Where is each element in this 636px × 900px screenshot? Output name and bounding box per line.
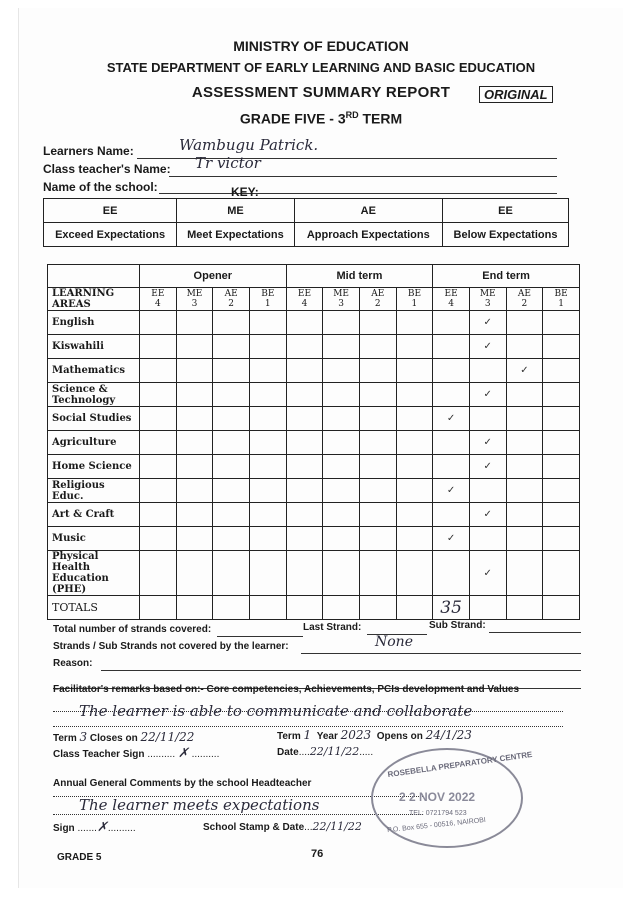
grid-cell	[249, 551, 286, 596]
table-row	[48, 455, 580, 479]
grid-cell	[286, 359, 323, 383]
grid-cell	[396, 383, 433, 407]
group-endterm: End term	[433, 265, 580, 288]
learning-area-name: Science & Technology	[48, 383, 140, 407]
level-header: AE 2	[506, 288, 543, 311]
key-title: KEY:	[231, 185, 259, 199]
grid-cell	[433, 311, 470, 335]
term-opens-row: Term 1 Year 2023 Opens on 24/1/23	[277, 728, 472, 742]
grid-cell	[433, 503, 470, 527]
grid-cell	[396, 407, 433, 431]
grid-cell	[213, 503, 250, 527]
grid-cell	[140, 383, 177, 407]
tick-mark: ✓	[469, 335, 506, 359]
key-code: EE	[442, 199, 568, 223]
grid-cell	[249, 311, 286, 335]
grid-cell	[249, 335, 286, 359]
grid-cell	[176, 359, 213, 383]
learning-area-name: Physical Health Education (PHE)	[48, 551, 140, 596]
grid-cell	[286, 455, 323, 479]
grid-cell	[286, 551, 323, 596]
grid-cell	[359, 311, 396, 335]
grid-cell	[286, 596, 323, 620]
level-header: BE 1	[396, 288, 433, 311]
key-code: ME	[177, 199, 294, 223]
grid-cell	[176, 551, 213, 596]
level-header: AE 2	[359, 288, 396, 311]
learning-area-name: English	[48, 311, 140, 335]
grid-cell	[543, 527, 580, 551]
stamp-date: 2 2 NOV 2022	[399, 790, 476, 804]
grid-cell	[543, 431, 580, 455]
grid-cell	[286, 479, 323, 503]
grid-cell	[213, 359, 250, 383]
tick-mark: ✓	[433, 479, 470, 503]
tick-mark: ✓	[469, 551, 506, 596]
table-row	[48, 503, 580, 527]
grid-cell	[140, 311, 177, 335]
assessment-grid	[47, 264, 580, 620]
tick-mark: ✓	[506, 359, 543, 383]
grid-cell	[543, 407, 580, 431]
grid-cell	[359, 407, 396, 431]
grid-cell	[469, 479, 506, 503]
grid-cell	[286, 527, 323, 551]
school-name-label: Name of the school:	[43, 180, 158, 194]
grid-cell	[543, 359, 580, 383]
grid-cell	[249, 596, 286, 620]
grid-cell	[286, 407, 323, 431]
grid-cell	[176, 407, 213, 431]
grid-cell	[176, 503, 213, 527]
footer-grade: GRADE 5	[57, 852, 102, 863]
grid-cell	[176, 527, 213, 551]
grid-cell	[396, 551, 433, 596]
footer-page-number: 76	[311, 848, 324, 860]
grid-cell	[213, 407, 250, 431]
grid-cell	[213, 527, 250, 551]
grid-cell	[213, 431, 250, 455]
learning-area-name: Home Science	[48, 455, 140, 479]
grid-cell	[323, 335, 360, 359]
grid-cell	[359, 455, 396, 479]
grid-cell	[286, 431, 323, 455]
grid-cell	[359, 479, 396, 503]
grid-cell	[249, 431, 286, 455]
grid-cell	[359, 596, 396, 620]
key-meaning: Approach Expectations	[294, 223, 442, 247]
grid-cell	[323, 551, 360, 596]
grid-cell	[140, 431, 177, 455]
report-page	[18, 8, 623, 888]
group-midterm: Mid term	[286, 265, 433, 288]
table-row	[48, 359, 580, 383]
grid-cell	[140, 527, 177, 551]
grid-cell	[249, 503, 286, 527]
grid-cell	[323, 503, 360, 527]
grid-cell	[323, 479, 360, 503]
grid-cell	[396, 359, 433, 383]
tick-mark: ✓	[469, 383, 506, 407]
grid-cell	[506, 596, 543, 620]
grid-cell	[396, 479, 433, 503]
learner-name-value: Wambugu Patrick.	[179, 136, 319, 154]
grid-cell	[286, 311, 323, 335]
key-code: EE	[44, 199, 177, 223]
tick-mark: ✓	[433, 407, 470, 431]
grid-cell	[140, 479, 177, 503]
grid-corner	[48, 265, 140, 288]
grid-cell	[323, 596, 360, 620]
grid-cell	[543, 311, 580, 335]
grid-cell	[213, 479, 250, 503]
grid-cell	[249, 479, 286, 503]
key-meaning: Exceed Expectations	[44, 223, 177, 247]
strands-not-covered-value: None	[375, 634, 413, 650]
original-badge: ORIGINAL	[479, 86, 553, 103]
grid-cell	[323, 455, 360, 479]
grid-cell	[469, 359, 506, 383]
strands-not-covered-label: Strands / Sub Strands not covered by the learner:	[53, 641, 289, 652]
grid-cell	[213, 311, 250, 335]
stamp-box: P.O. Box 655 - 00516, NAIROBI	[386, 816, 487, 835]
totals-row	[48, 596, 580, 620]
report-title: ASSESSMENT SUMMARY REPORT	[191, 84, 451, 101]
tick-mark: ✓	[469, 503, 506, 527]
key-code: AE	[294, 199, 442, 223]
level-header: AE 2	[213, 288, 250, 311]
grid-cell	[433, 551, 470, 596]
table-row	[48, 479, 580, 503]
grid-cell	[140, 335, 177, 359]
totals-label: TOTALS	[48, 596, 140, 620]
grid-cell	[176, 479, 213, 503]
grade-term-title: GRADE FIVE - 3RD TERM	[239, 110, 403, 127]
table-row	[48, 311, 580, 335]
level-header: ME 3	[323, 288, 360, 311]
grid-cell	[176, 455, 213, 479]
grid-cell	[469, 596, 506, 620]
grid-cell	[396, 311, 433, 335]
grid-cell	[469, 407, 506, 431]
grid-cell	[396, 335, 433, 359]
key-table	[43, 198, 569, 247]
grid-cell	[249, 359, 286, 383]
class-teacher-date-row: Date....22/11/22.....	[277, 745, 374, 758]
grid-cell	[323, 431, 360, 455]
learning-area-name: Agriculture	[48, 431, 140, 455]
tick-mark: ✓	[433, 527, 470, 551]
grid-cell	[176, 431, 213, 455]
grid-cell	[506, 335, 543, 359]
grid-cell	[506, 311, 543, 335]
school-stamp	[371, 748, 533, 848]
grid-cell	[140, 455, 177, 479]
level-header: EE 4	[140, 288, 177, 311]
grid-cell	[506, 551, 543, 596]
table-row	[48, 527, 580, 551]
grid-cell	[506, 407, 543, 431]
grid-cell	[140, 551, 177, 596]
facilitator-remark: The learner is able to communicate and collaborate	[79, 702, 473, 720]
group-opener: Opener	[140, 265, 287, 288]
grid-cell	[176, 383, 213, 407]
grid-cell	[323, 311, 360, 335]
grid-cell	[213, 335, 250, 359]
table-row	[48, 335, 580, 359]
table-row	[48, 407, 580, 431]
level-header: BE 1	[543, 288, 580, 311]
grid-cell	[396, 596, 433, 620]
grid-cell	[543, 479, 580, 503]
grid-cell	[543, 503, 580, 527]
grid-cell	[359, 503, 396, 527]
grid-cell	[249, 455, 286, 479]
grid-cell	[506, 455, 543, 479]
grid-cell	[543, 383, 580, 407]
grid-cell	[396, 431, 433, 455]
learning-area-name: Kiswahili	[48, 335, 140, 359]
grid-cell	[506, 383, 543, 407]
headteacher-comment: The learner meets expectations	[79, 796, 320, 814]
grid-cell	[249, 527, 286, 551]
facilitator-label: Facilitator's remarks based on:- Core competencies, Achievements, PCIs development and Values	[53, 684, 520, 695]
table-row	[48, 383, 580, 407]
grid-cell	[506, 527, 543, 551]
grid-cell	[396, 527, 433, 551]
grid-cell	[543, 455, 580, 479]
grid-cell	[396, 455, 433, 479]
grid-cell	[433, 431, 470, 455]
grid-cell	[543, 335, 580, 359]
grid-cell	[323, 383, 360, 407]
totals-value: 35	[433, 596, 470, 620]
level-header: ME 3	[176, 288, 213, 311]
grid-cell	[213, 596, 250, 620]
table-row	[48, 431, 580, 455]
grid-cell	[140, 596, 177, 620]
stamp-tel: TEL: 0721794 523	[409, 810, 467, 817]
key-meaning: Meet Expectations	[177, 223, 294, 247]
strands-total-label: Total number of strands covered:	[53, 624, 212, 635]
grid-cell	[140, 503, 177, 527]
grid-cell	[359, 359, 396, 383]
class-teacher-sign-row: Class Teacher Sign .......... ✗ ..........	[53, 746, 220, 761]
grid-cell	[213, 383, 250, 407]
level-header: BE 1	[249, 288, 286, 311]
headteacher-label: Annual General Comments by the school Headteacher	[53, 778, 312, 789]
grid-cell	[140, 407, 177, 431]
grid-cell	[176, 335, 213, 359]
grid-cell	[176, 311, 213, 335]
grid-cell	[213, 551, 250, 596]
grid-cell	[506, 479, 543, 503]
level-header: ME 3	[469, 288, 506, 311]
grid-cell	[396, 503, 433, 527]
grid-cell	[359, 383, 396, 407]
key-meaning: Below Expectations	[442, 223, 568, 247]
grid-cell	[286, 335, 323, 359]
grid-cell	[433, 359, 470, 383]
grid-cell	[249, 383, 286, 407]
level-header: EE 4	[433, 288, 470, 311]
grid-cell	[359, 431, 396, 455]
learning-area-name: Religious Educ.	[48, 479, 140, 503]
learner-name-label: Learners Name:	[43, 144, 134, 158]
grid-cell	[359, 335, 396, 359]
level-header: EE 4	[286, 288, 323, 311]
grid-cell	[359, 551, 396, 596]
class-teacher-value: Tr victor	[195, 154, 261, 172]
ministry-title: MINISTRY OF EDUCATION	[233, 38, 409, 54]
tick-mark: ✓	[469, 311, 506, 335]
table-row	[48, 551, 580, 596]
department-title: STATE DEPARTMENT OF EARLY LEARNING AND BASIC EDUCATION	[106, 60, 536, 75]
grid-cell	[506, 503, 543, 527]
grid-cell	[506, 431, 543, 455]
grid-cell	[213, 455, 250, 479]
reason-label: Reason:	[53, 658, 93, 669]
grid-cell	[433, 335, 470, 359]
grid-cell	[433, 455, 470, 479]
last-strand-label: Last Strand:	[303, 622, 362, 633]
grid-cell	[469, 527, 506, 551]
class-teacher-label: Class teacher's Name:	[43, 162, 171, 176]
learning-area-name: Music	[48, 527, 140, 551]
learning-areas-header: LEARNING AREAS	[48, 288, 140, 311]
learning-area-name: Mathematics	[48, 359, 140, 383]
learning-area-name: Art & Craft	[48, 503, 140, 527]
stamp-name: ROSEBELLA PREPARATORY CENTRE	[387, 749, 533, 780]
grid-cell	[176, 596, 213, 620]
grid-cell	[286, 383, 323, 407]
grid-cell	[359, 527, 396, 551]
term-closes-row: Term 3 Closes on 22/11/22	[53, 730, 195, 744]
sub-strand-label: Sub Strand:	[429, 620, 486, 631]
tick-mark: ✓	[469, 455, 506, 479]
grid-cell	[323, 527, 360, 551]
grid-cell	[543, 551, 580, 596]
learning-area-name: Social Studies	[48, 407, 140, 431]
headteacher-sign-row: Sign .......✗..........	[53, 820, 136, 835]
school-stamp-row: School Stamp & Date...22/11/22	[203, 820, 362, 833]
tick-mark: ✓	[469, 431, 506, 455]
grid-cell	[433, 383, 470, 407]
grid-cell	[140, 359, 177, 383]
grid-cell	[323, 359, 360, 383]
grid-cell	[249, 407, 286, 431]
grid-cell	[543, 596, 580, 620]
grid-cell	[286, 503, 323, 527]
grid-cell	[323, 407, 360, 431]
